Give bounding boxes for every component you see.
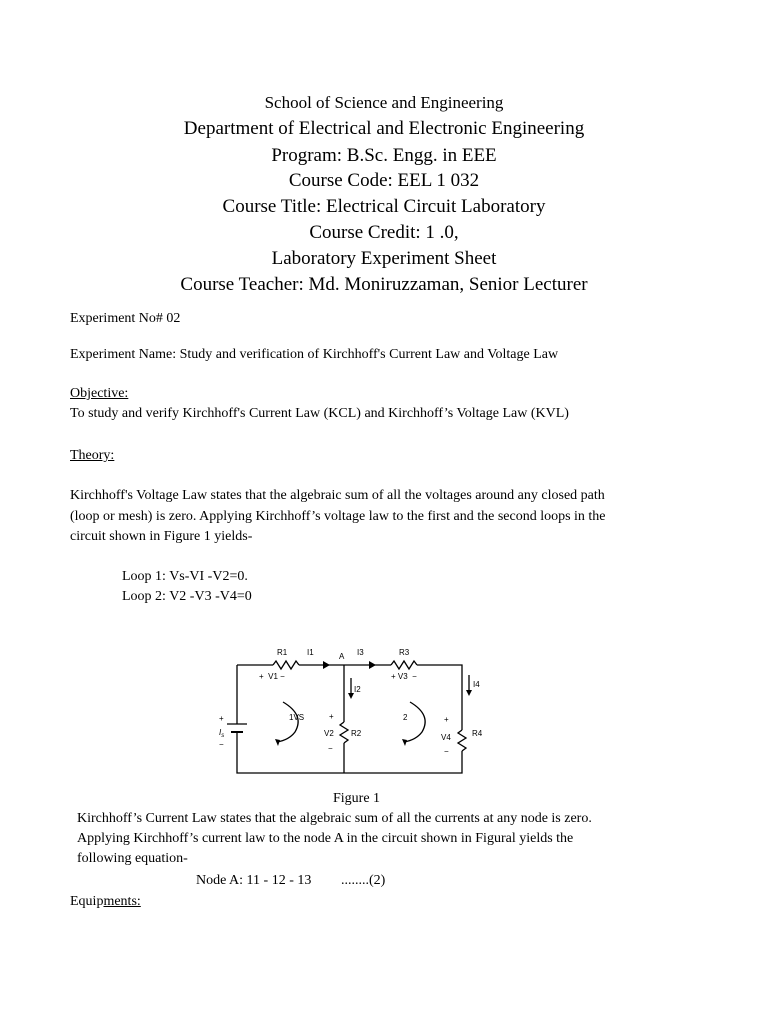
r1-resistor <box>273 661 299 669</box>
circuit-figure <box>205 640 495 790</box>
figure-caption: Figure 1 <box>333 791 381 806</box>
r3-resistor <box>391 661 417 669</box>
r3-label: R3 <box>399 648 410 657</box>
loop1-label: 1VS <box>289 713 305 722</box>
source-minus-label: − <box>219 740 224 749</box>
course-code: Course Code: EEL 1 032 <box>288 170 480 191</box>
node-equation-ref: ........(2) <box>341 873 386 888</box>
v4-minus-label: − <box>444 747 449 756</box>
program: Program: B.Sc. Engg. in EEE <box>271 145 497 166</box>
department-name: Department of Electrical and Electronic Engineering <box>183 118 585 139</box>
node-equation: Node A: 11 - 12 - 13 <box>196 873 312 888</box>
source-plus-label: + <box>219 714 224 723</box>
r2-resistor <box>340 722 348 743</box>
kvl-line: circuit shown in Figure 1 yields- <box>70 529 253 544</box>
equipments-heading: Equipments: <box>70 894 141 909</box>
experiment-name: Experiment Name: Study and verification of Kirchhoff's Current Law and Voltage Law <box>70 347 559 362</box>
v1-label: + V1 − <box>259 672 285 681</box>
v2-minus-label: − <box>328 744 333 753</box>
objective-text: To study and verify Kirchhoff's Current Law (KCL) and Kirchhoff’s Voltage Law (KVL) <box>70 406 569 421</box>
r4-label: R4 <box>472 729 483 738</box>
v4-plus-label: + <box>444 715 449 724</box>
theory-heading: Theory: <box>70 448 115 463</box>
v3-label: + V3 − <box>391 672 417 681</box>
r2-label: R2 <box>351 729 362 738</box>
sheet-title: Laboratory Experiment Sheet <box>271 248 497 269</box>
school-name: School of Science and Engineering <box>264 93 504 112</box>
v2-label: V2 <box>324 729 334 738</box>
i4-label: I4 <box>473 680 480 689</box>
kvl-line: Kirchhoff's Voltage Law states that the algebraic sum of all the voltages around any closed path <box>70 488 605 503</box>
r1-label: R1 <box>277 648 288 657</box>
course-teacher: Course Teacher: Md. Moniruzzaman, Senior Lecturer <box>180 274 588 295</box>
loop2-equation: Loop 2: V2 -V3 -V4=0 <box>122 589 252 604</box>
kcl-line: Kirchhoff’s Current Law states that the algebraic sum of all the currents at any node is zero. <box>77 811 592 826</box>
kcl-line: Applying Kirchhoff’s current law to the node A in the circuit shown in Figural yields the <box>77 831 574 846</box>
i1-label: I1 <box>307 648 314 657</box>
loop1-arrow <box>277 702 298 742</box>
node-a-label: A <box>339 652 345 661</box>
course-title: Course Title: Electrical Circuit Laboratory <box>222 196 546 217</box>
objective-heading: Objective: <box>70 386 129 401</box>
i3-label: I3 <box>357 648 364 657</box>
experiment-number: Experiment No# 02 <box>70 311 181 326</box>
v2-plus-label: + <box>329 712 334 721</box>
r4-resistor <box>458 730 466 751</box>
course-credit: Course Credit: 1 .0, <box>309 222 459 243</box>
source-is-label: $I_s$ <box>219 728 225 739</box>
i2-label: I2 <box>354 685 361 694</box>
loop1-equation: Loop 1: Vs-VI -V2=0. <box>122 569 248 584</box>
kvl-line: (loop or mesh) is zero. Applying Kirchhoff’s voltage law to the first and the second loops in the <box>70 509 606 524</box>
v4-label: V4 <box>441 733 451 742</box>
kcl-line: following equation- <box>77 851 188 866</box>
loop2-label: 2 <box>403 713 408 722</box>
loop2-arrow <box>404 702 425 742</box>
